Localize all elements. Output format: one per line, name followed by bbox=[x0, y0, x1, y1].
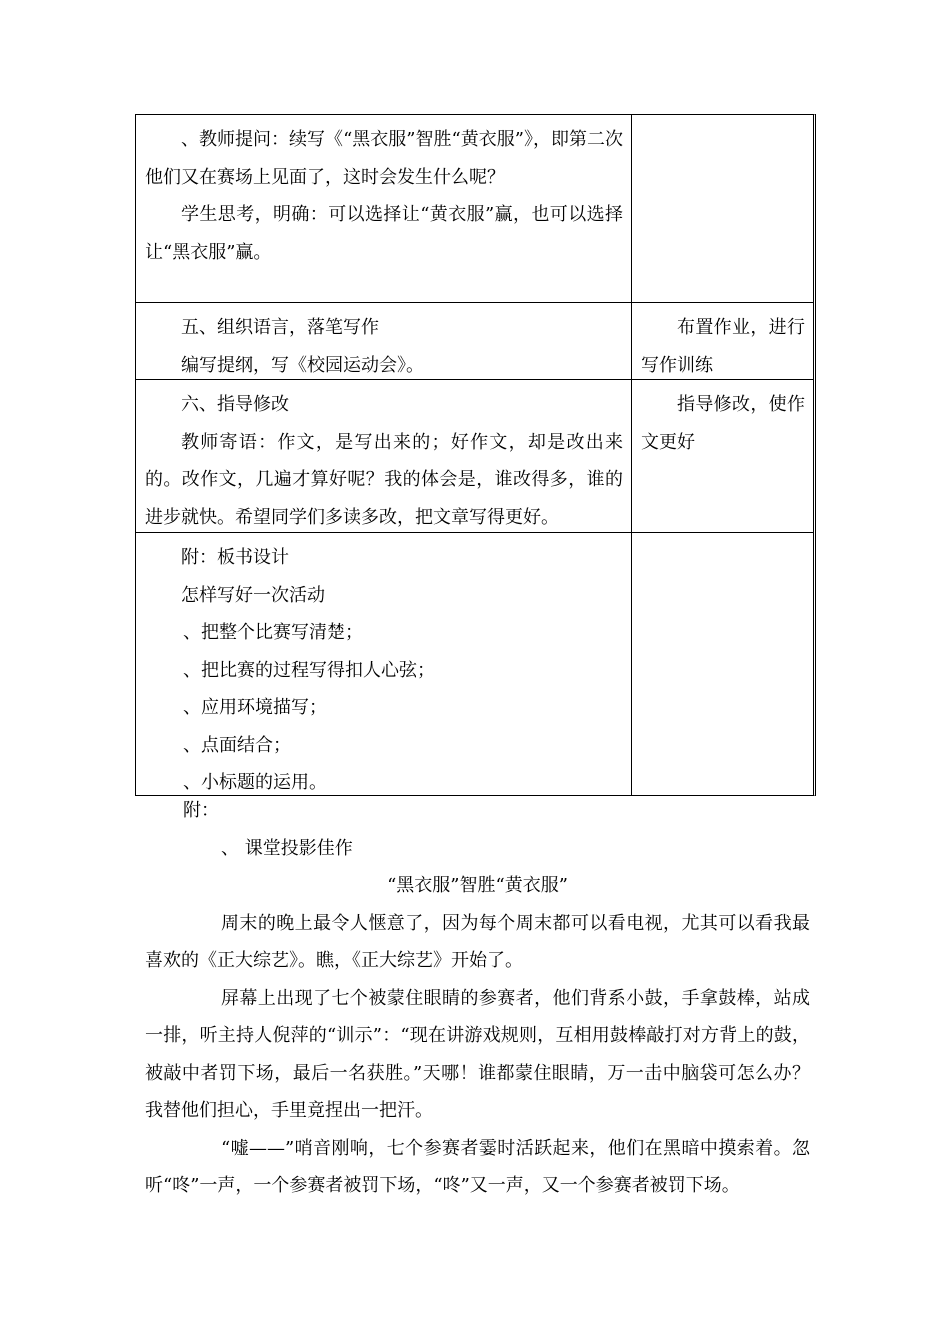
board-design-heading: 附：板书设计 bbox=[181, 547, 289, 568]
section-heading: 六、指导修改 bbox=[181, 394, 289, 415]
table-cell-content bbox=[136, 303, 632, 379]
table-cell-content bbox=[136, 533, 632, 795]
essay-paragraph: 屏幕上出现了七个被蒙住眼睛的参赛者，他们背系小鼓，手拿鼓棒，站成一排，听主持人倪萍的“训示”：“现在讲游戏规则，互相用鼓棒敲打对方背上的鼓，被敲中者罚下场，最后一名获胜。”天哪！谁都蒙住眼睛，万一击中脑袋可怎么办？我替他们担心，手里竟捏出一把汗。 bbox=[145, 987, 810, 1121]
table-cell-content bbox=[136, 380, 632, 532]
section-text: 编写提纲，写《校园运动会》。 bbox=[181, 354, 424, 376]
table-row bbox=[136, 115, 813, 302]
essay-title: “黑衣服”智胜“黄衣服” bbox=[387, 875, 568, 896]
section-heading: 五、组织语言，落笔写作 bbox=[181, 317, 379, 338]
table-cell-content bbox=[136, 115, 632, 302]
board-design-item: 、点面结合； bbox=[183, 734, 291, 756]
table-row bbox=[136, 532, 813, 795]
essay-paragraph: 周末的晚上最令人惬意了，因为每个周末都可以看电视，尤其可以看我最喜欢的《正大综艺》。瞧，《正大综艺》开始了。 bbox=[145, 912, 810, 971]
board-design-item: 、把整个比赛写清楚； bbox=[183, 622, 363, 643]
table-cell-note bbox=[632, 533, 813, 795]
board-design-item: 、把比赛的过程写得扣人心弦； bbox=[183, 659, 435, 681]
lesson-plan-table bbox=[135, 114, 816, 796]
essay-paragraph: “嘘——”哨音刚响，七个参赛者霎时活跃起来，他们在黑暗中摸索着。忽听“咚”一声，一个参赛者被罚下场，“咚”又一声，又一个参赛者被罚下场。 bbox=[145, 1137, 810, 1196]
appendix-section bbox=[145, 792, 810, 1205]
table-cell-note bbox=[632, 380, 813, 532]
teacher-question-text: 、教师提问：续写《“黑衣服”智胜“黄衣服”》，即第二次他们又在赛场上见面了，这时会发生什么呢？ bbox=[145, 129, 623, 188]
board-design-item: 、应用环境描写； bbox=[183, 697, 327, 718]
student-answer-text: 学生思考，明确：可以选择让“黄衣服”赢，也可以选择让“黑衣服”赢。 bbox=[145, 204, 623, 263]
table-cell-note bbox=[632, 115, 813, 302]
appendix-label: 附： bbox=[183, 800, 219, 821]
table-cell-note bbox=[632, 303, 813, 379]
note-text: 指导修改，使作文更好 bbox=[641, 394, 805, 453]
note-text: 布置作业，进行写作训练 bbox=[641, 317, 805, 376]
table-row bbox=[136, 379, 813, 532]
section-text: 教师寄语：作文，是写出来的；好作文，却是改出来的。改作文，几遍才算好呢？我的体会是，谁改得多，谁的进步就快。希望同学们多读多改，把文章写得更好。 bbox=[145, 431, 623, 528]
board-design-title: 怎样写好一次活动 bbox=[181, 584, 325, 606]
board-design-item: 、小标题的运用。 bbox=[183, 772, 327, 793]
appendix-item: 、 课堂投影佳作 bbox=[221, 837, 353, 859]
table-row bbox=[136, 302, 813, 379]
